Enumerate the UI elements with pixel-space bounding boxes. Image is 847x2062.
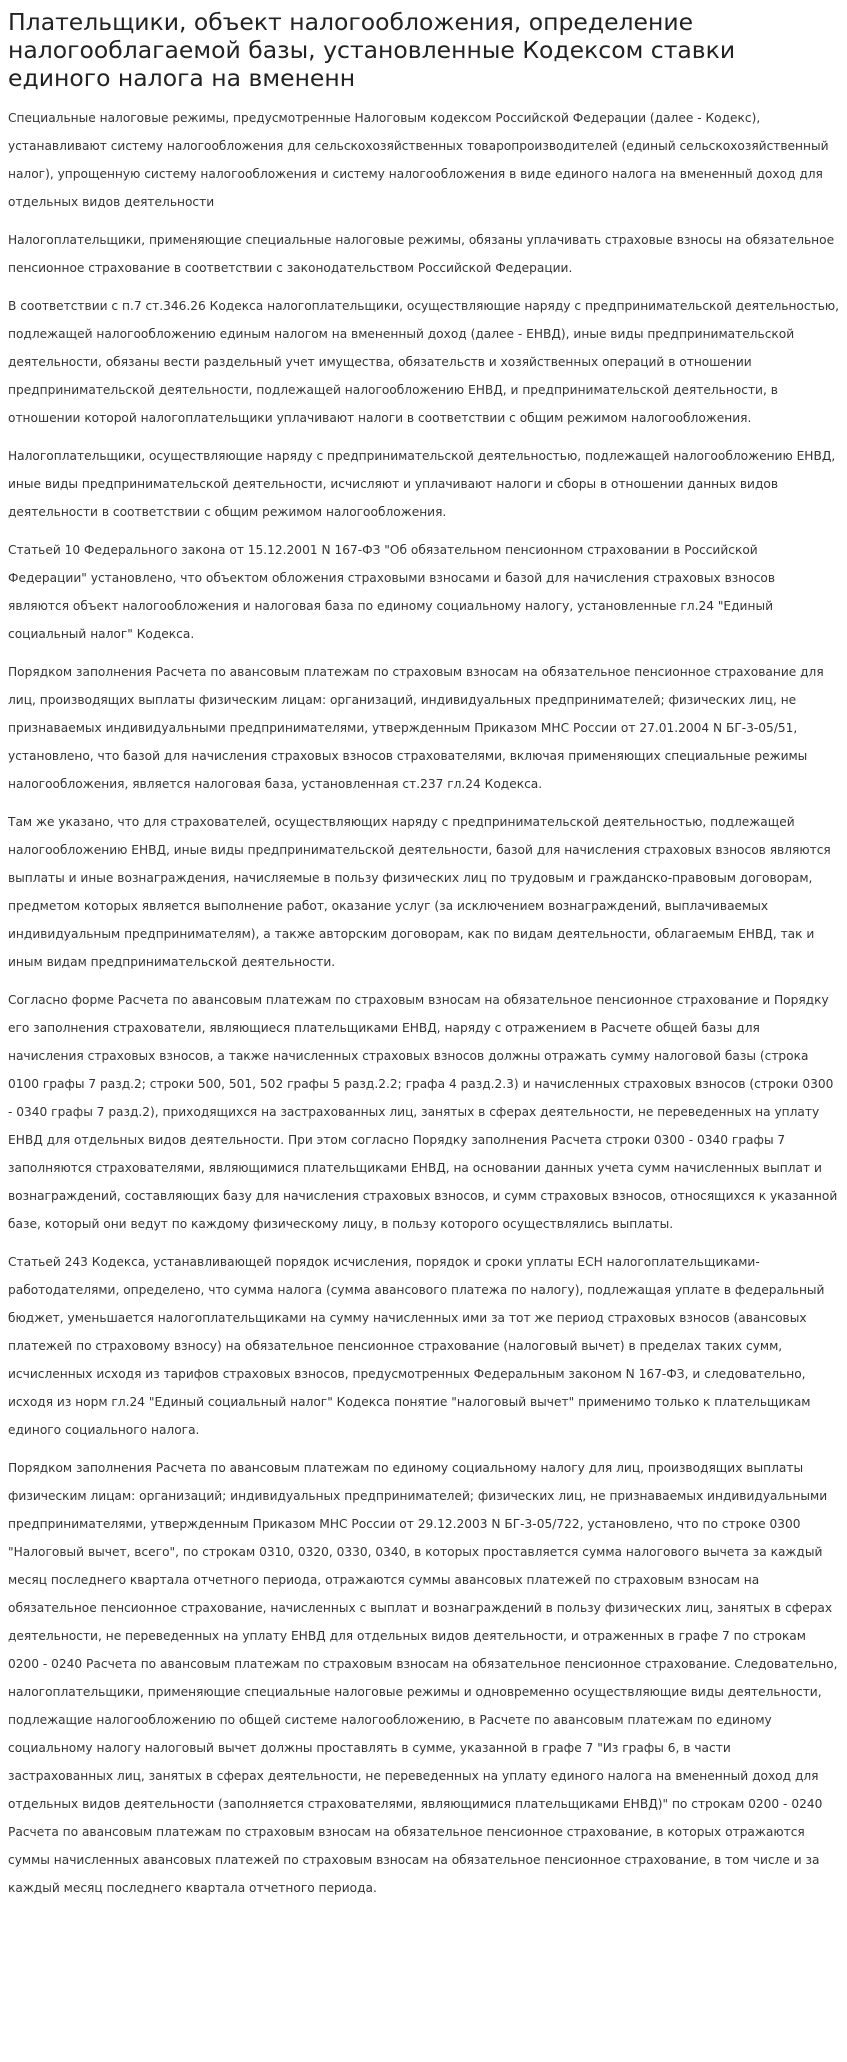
- paragraph-2: Налогоплательщики, применяющие специальные налоговые режимы, обязаны уплачивать страховые взносы на обязательное пенсионное страхование в соответствии с законодательством Российской Федерации.: [8, 233, 835, 275]
- paragraph-7: Там же указано, что для страхователей, осуществляющих наряду с предпринимательской деятельностью, подлежащей налогообложению ЕНВД, иные виды предпринимательской деятельности, базой для начисления страховых взносов являются выплаты и иные вознаграждения, начисляемые в пользу физических лиц по трудовым и гражданско-правовым договорам, предметом которых является выполнение работ, оказание услуг (за исключением вознаграждений, выплачиваемых индивидуальным предпринимателям), а также авторским договорам, как по видам деятельности, облагаемым ЕНВД, так и иным видам предпринимательской деятельности.: [8, 815, 831, 969]
- paragraph-8: Согласно форме Расчета по авансовым платежам по страховым взносам на обязательное пенсионное страхование и Порядку его заполнения страхователи, являющиеся плательщиками ЕНВД, наряду с отражением в Расчете общей базы для начисления страховых взносов, а также начисленных страховых взносов должны отражать сумму налоговой базы (строка 0100 графы 7 разд.2; строки 500, 501, 502 графы 5 разд.2.2; графа 4 разд.2.3) и начисленных страховых взносов (строки 0300 - 0340 графы 7 разд.2), приходящихся на застрахованных лиц, занятых в сферах деятельности, не переведенных на уплату ЕНВД для отдельных видов деятельности. При этом согласно Порядку заполнения Расчета строки 0300 - 0340 графы 7 заполняются страхователями, являющимися плательщиками ЕНВД, на основании данных учета сумм начисленных выплат и вознаграждений, составляющих базу для начисления страховых взносов, и сумм страховых взносов, относящихся к указанной базе, который они ведут по каждому физическому лицу, в пользу которого осуществлялись выплаты.: [8, 993, 838, 1231]
- page-title: Плательщики, объект налогообложения, определение налогооблагаемой базы, установленные Кодексом ставки единого налога на вмененн: [8, 8, 736, 92]
- paragraph-10: Порядком заполнения Расчета по авансовым платежам по единому социальному налогу для лиц, производящих выплаты физическим лицам: организаций; индивидуальных предпринимателей; физических лиц, не признаваемых индивидуальными предпринимателями, утвержденным Приказом МНС России от 29.12.2003 N БГ-3-05/722, установлено, что по строке 0300 "Налоговый вычет, всего", по строкам 0310, 0320, 0330, 0340, в которых проставляется сумма налогового вычета за каждый месяц последнего квартала отчетного периода, отражаются суммы авансовых платежей по страховым взносам на обязательное пенсионное страхование, начисленных с выплат и вознаграждений в пользу физических лиц, занятых в сферах деятельности, не переведенных на уплату ЕНВД для отдельных видов деятельности, и отраженных в графе 7 по строкам 0200 - 0240 Расчета по авансовым платежам по страховым взносам на обязательное пенсионное страхование. Следовательно, налогоплательщики, применяющие специальные налоговые режимы и одновременно осуществляющие виды деятельности, подлежащие налогообложению по общей системе налогообложению, в Расчете по авансовым платежам по единому социальному налогу налоговый вычет должны проставлять в сумме, указанной в графе 7 "Из графы 6, в части застрахованных лиц, занятых в сферах деятельности, не переведенных на уплату единого налога на вмененный доход для отдельных видов деятельности (заполняется страхователями, являющимися плательщиками ЕНВД)" по строкам 0200 - 0240 Расчета по авансовым платежам по страховым взносам на обязательное пенсионное страхование, в которых отражаются суммы начисленных авансовых платежей по страховым взносам на обязательное пенсионное страхование, в том числе и за каждый месяц последнего квартала отчетного периода.: [8, 1461, 838, 1895]
- paragraph-9: Статьей 243 Кодекса, устанавливающей порядок исчисления, порядок и сроки уплаты ЕСН налогоплательщиками-работодателями, определено, что сумма налога (сумма авансового платежа по налогу), подлежащая уплате в федеральный бюджет, уменьшается налогоплательщиками на сумму начисленных ими за тот же период страховых взносов (авансовых платежей по страховому взносу) на обязательное пенсионное страхование (налоговый вычет) в пределах таких сумм, исчисленных исходя из тарифов страховых взносов, предусмотренных Федеральным законом N 167-ФЗ, и следовательно, исходя из норм гл.24 "Единый социальный налог" Кодекса понятие "налоговый вычет" применимо только к плательщикам единого социального налога.: [8, 1255, 825, 1437]
- paragraph-4: Налогоплательщики, осуществляющие наряду с предпринимательской деятельностью, подлежащей налогообложению ЕНВД, иные виды предпринимательской деятельности, исчисляют и уплачивают налоги и сборы в отношении данных видов деятельности в соответствии с общим режимом налогообложения.: [8, 449, 836, 519]
- paragraph-6: Порядком заполнения Расчета по авансовым платежам по страховым взносам на обязательное пенсионное страхование для лиц, производящих выплаты физическим лицам: организаций, индивидуальных предпринимателей; физических лиц, не признаваемых индивидуальными предпринимателями, утвержденным Приказом МНС России от 27.01.2004 N БГ-3-05/51, установлено, что базой для начисления страховых взносов страхователями, включая применяющих специальные режимы налогообложения, является налоговая база, установленная ст.237 гл.24 Кодекса.: [8, 665, 824, 791]
- paragraph-5: Статьей 10 Федерального закона от 15.12.2001 N 167-ФЗ "Об обязательном пенсионном страховании в Российской Федерации" установлено, что объектом обложения страховыми взносами и базой для начисления страховых взносов являются объект налогообложения и налоговая база по единому социальному налогу, установленные гл.24 "Единый социальный налог" Кодекса.: [8, 543, 776, 641]
- paragraph-3: В соответствии с п.7 ст.346.26 Кодекса налогоплательщики, осуществляющие наряду с предпринимательской деятельностью, подлежащей налогообложению единым налогом на вмененный доход (далее - ЕНВД), иные виды предпринимательской деятельности, обязаны вести раздельный учет имущества, обязательств и хозяйственных операций в отношении предпринимательской деятельности, подлежащей налогообложению ЕНВД, и предпринимательской деятельности, в отношении которой налогоплательщики уплачивают налоги в соответствии с общим режимом налогообложения.: [8, 299, 840, 425]
- paragraph-1: Специальные налоговые режимы, предусмотренные Налоговым кодексом Российской Федерации (далее - Кодекс), устанавливают систему налогообложения для сельскохозяйственных товаропроизводителей (единый сельскохозяйственный налог), упрощенную систему налогообложения и систему налогообложения в виде единого налога на вмененный доход для отдельных видов деятельности: [8, 111, 829, 209]
